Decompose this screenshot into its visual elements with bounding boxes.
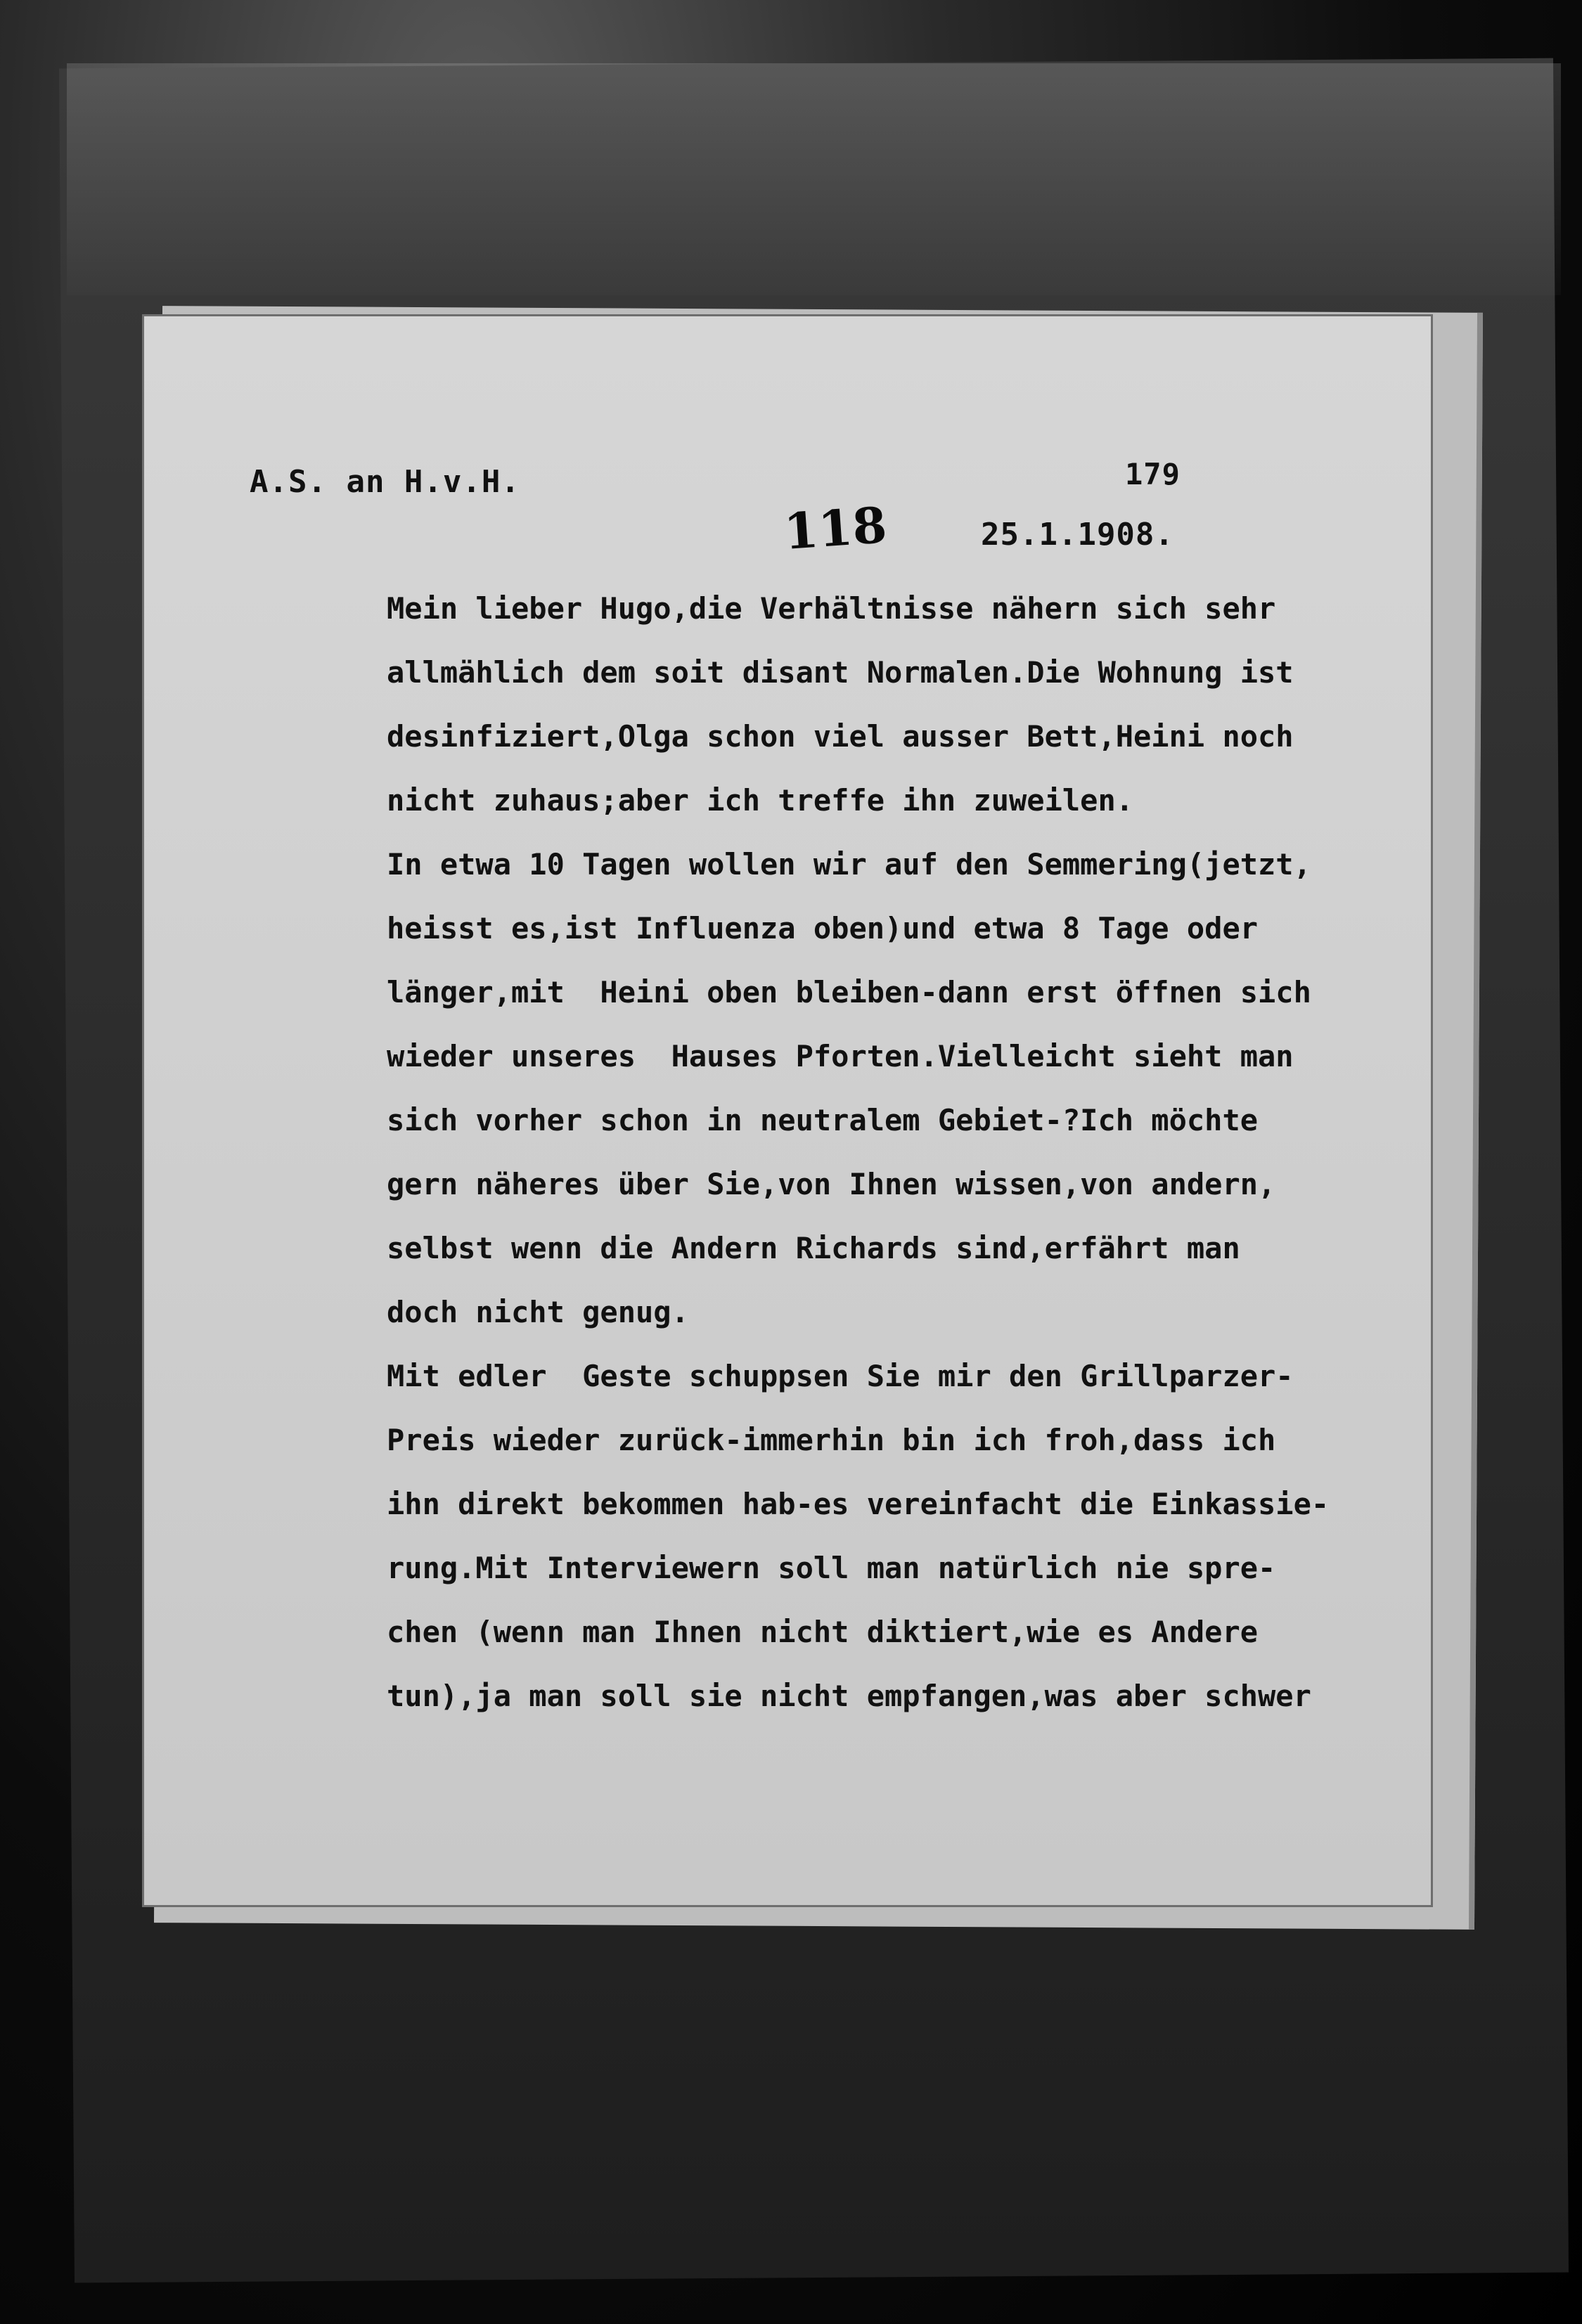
body-line: Mein lieber Hugo,die Verhältnisse nähern sich sehr	[387, 591, 1276, 626]
body-line: Preis wieder zurück-immerhin bin ich froh,dass ich	[387, 1423, 1276, 1457]
body-line: doch nicht genug.	[387, 1295, 689, 1329]
sender-recipient: A.S. an H.v.H.	[250, 464, 520, 500]
body-line: ihn direkt bekommen hab-es vereinfacht die Einkassie-	[387, 1487, 1330, 1521]
body-line: länger,mit Heini oben bleiben-dann erst öffnen sich	[387, 975, 1311, 1009]
body-line: sich vorher schon in neutralem Gebiet-?Ich möchte	[387, 1103, 1259, 1137]
letter-body	[387, 576, 1399, 1728]
letter-date: 25.1.1908.	[981, 517, 1174, 553]
body-line: wieder unseres Hauses Pforten.Vielleicht sieht man	[387, 1039, 1294, 1073]
body-line: rung.Mit Interviewern soll man natürlich nie spre-	[387, 1551, 1276, 1585]
body-line: selbst wenn die Andern Richards sind,erfährt man	[387, 1231, 1240, 1265]
page-number: 179	[1125, 457, 1181, 491]
body-line: Mit edler Geste schuppsen Sie mir den Grillparzer-	[387, 1359, 1294, 1393]
body-line: tun),ja man soll sie nicht empfangen,was aber schwer	[387, 1679, 1311, 1713]
body-line: allmählich dem soit disant Normalen.Die Wohnung ist	[387, 655, 1294, 690]
body-line: heisst es,ist Influenza oben)und etwa 8 Tage oder	[387, 911, 1259, 945]
body-line: In etwa 10 Tagen wollen wir auf den Semmering(jetzt,	[387, 847, 1311, 882]
body-line: desinfiziert,Olga schon viel ausser Bett,Heini noch	[387, 719, 1294, 754]
archive-number: 118	[782, 496, 889, 561]
body-line: chen (wenn man Ihnen nicht diktiert,wie es Andere	[387, 1615, 1259, 1649]
body-line: nicht zuhaus;aber ich treffe ihn zuweilen.	[387, 783, 1134, 818]
body-line: gern näheres über Sie,von Ihnen wissen,von andern,	[387, 1167, 1276, 1201]
backing-fold-shadow	[67, 63, 1561, 295]
